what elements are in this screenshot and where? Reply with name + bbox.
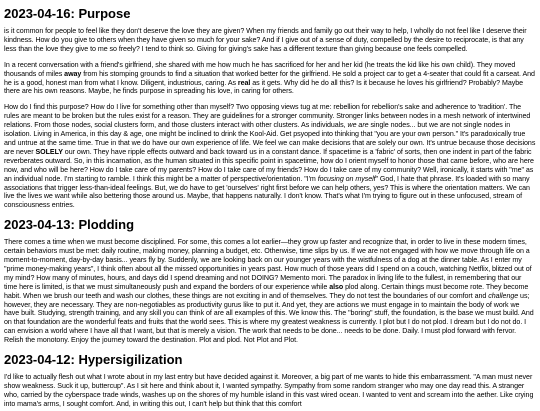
text-run: There comes a time when we must become disciplined. For some, this comes a lot earlier—they grow up faster and recognize that, in order to live in these modern times, certain behaviors must be met: daily routine, making money, planning a budget, etc. Otherwise, time slips by us. If we are not engaged with how we move through life on a moment-to-moment, day-by-day basis... years fly by. Suddenly, we are looking back on our younger years with the wistfulness of a dog at the dinner table. As I enter my "prime money-making years", I think often about all the missed opportunities in years past. How much of those years did I spend on a couch, watching Netflix, blitzed out of my mind? How many of minutes, hours, and days did I spend dreaming and not DOING? Memento mori. The paradox in living life to the fullest, in remembering that our time here is limited, is that we must simultaneously push and expand the borders of our experience while xyxy=(4,238,532,291)
bold-emphasis: away xyxy=(64,69,82,78)
journal-entry xyxy=(4,217,536,345)
text-run: us; however, they are necessary. They are non-negotiables as productivity gurus like to put it. And yet, they are actions we must engage in to maintain the body of work we have built. Studying, strength training, and any skill you can think of are all examples of this. We know this. The "boring" stuff, the foundation, is the base we must build. And on that foundation are the wonderful feats and fruits that the world sees. This is where my greatest weakness is currently. I plot but I do not plod. I dream but I do not do. I can envision a world where I have all that I want, but that is merely a vision. The work that needs to be done... needs to be done. Daily. I must plod forward with fervor. Relish the monotony. Enjoy the journey toward the destination. Plot and plod. Not Plot and Plot. xyxy=(4,291,534,345)
bold-emphasis: SOLELY xyxy=(35,147,63,156)
text-run: In a recent conversation with a friend's girlfriend, she shared with me how much he has sacrificed for her and her kid (he treats the kid like his own child). They moved thousands of miles xyxy=(4,60,516,78)
text-run: is it common for people to feel like they don't deserve the love they are given? When my friends and family go out their way to help, I wholly do not feel like I deserve their kindness. How do you give to others when they have given so much for your sake? And if I give out of a sense of duty, compelled by the desire to reciprocate, is that any less than the love they give to me so freely? I tend to think so. Giving for giving's sake has a different texture than giving because one feels compelled. xyxy=(4,27,527,53)
entry-title: 2023-04-13: Plodding xyxy=(4,217,135,233)
journal-entry xyxy=(4,6,536,210)
text-run: from his stomping grounds to find a situation that worked better for the girlfriend. He sold a project car to get a 4-seater that could fit a carseat. And he is a good, honest man from what I know. Diligent, industrious, caring. As xyxy=(4,69,535,87)
italic-emphasis: we are xyxy=(347,121,369,130)
bold-emphasis: also xyxy=(329,282,344,291)
text-run: as it gets. Why did he do all this? Is it because he loves his girlfriend? Probably? Maybe there are his own reasons. Maybe, he finds purpose in spreading his love, in caring for others. xyxy=(4,78,524,96)
entry-paragraph xyxy=(4,373,536,409)
italic-emphasis: focusing on myself xyxy=(317,174,376,183)
text-run: " God, I hate that phrase. It's loaded with so many associations that trigger less-than-ideal feelings. But, we do have to get 'ourselves' right first before we can help others, yes? This is where the orientation matters. We can live the lives we want while also bettering those around us. Maybe, that happens naturally. I don't know. That's what I'm trying to figure out in these unfocused, stream of consciousness entries. xyxy=(4,174,530,210)
text-run: single nodes... but we are not single nodes in isolation. Living in America, in this day & age, one might be inclined to drink the Kool-Aid. Get psyoped into thinking that "you are your own person." It's paradoxically true and untrue at the same time. True in that we do have our own experience of life. We feel we can make decisions that are solely our own. It's untrue because those decisions are never xyxy=(4,121,536,156)
text-run: our own. They have ripple effects outward and back toward us in a constant dance. If spacetime is a 'fabric' of sorts, then one indent in part of the fabric reverberates outward. So, in this incarnation, as the human situated in this specific point in spacetime, how do I orient myself to honor those that came before, who are here now, and who will be here? How do I take care of my parents? How do I take care of my friends? How do I take care of my community? Well, ironically, it starts with "me" as an individual node. I'm starting to ramble. I think this might be a matter of perspective/orientation. "I'm xyxy=(4,147,534,183)
journal-entry xyxy=(4,352,536,409)
italic-emphasis: challenge xyxy=(488,291,519,300)
bold-emphasis: real xyxy=(237,78,251,87)
text-run: How do I find this purpose? How do I live for something other than myself? Two opposing views tug at me: rebellion for rebellion's sake and adherence to 'tradition'. The rules are meant to be broken but the rules exist for a reason. They are guidelines for a stronger community. Stronger links between nodes in a mesh network of intertwined relations. From those nodes, social clusters form, and those clusters interact with other clusters. As individuals, xyxy=(4,103,531,130)
entry-paragraph xyxy=(4,238,536,345)
entry-paragraph xyxy=(4,27,536,54)
entry-paragraph xyxy=(4,61,536,97)
text-run: plod along. Certain things must become rote. They become habit. When we brush our teeth and wash our clothes, these things are not exciting in and of themselves. They do not test the boundaries of our comfort and xyxy=(4,282,529,300)
entry-title: 2023-04-16: Purpose xyxy=(4,6,131,21)
journal-page xyxy=(0,6,540,409)
text-run: I'd like to actually flesh out what I wrote about in my last entry but have decided against it. Moreover, a big part of me wants to hide this embarrassment. "A man must never show weakness. Suck it up, buttercup". As I sit here and think about it, I wanted sympathy. Sympathy from some random stranger who may one day read this. A stranger who, carried by the cyberspace trade winds, washes up on the shores of my humble island in this vast wired ocean. I wanted to vent and scream into the aether. Like crying into mama's arms, I sought comfort. And, in writing this out, I can't help but think that this comfort xyxy=(4,373,534,408)
entry-paragraph xyxy=(4,103,536,210)
entry-title: 2023-04-12: Hypersigilization xyxy=(4,352,183,368)
